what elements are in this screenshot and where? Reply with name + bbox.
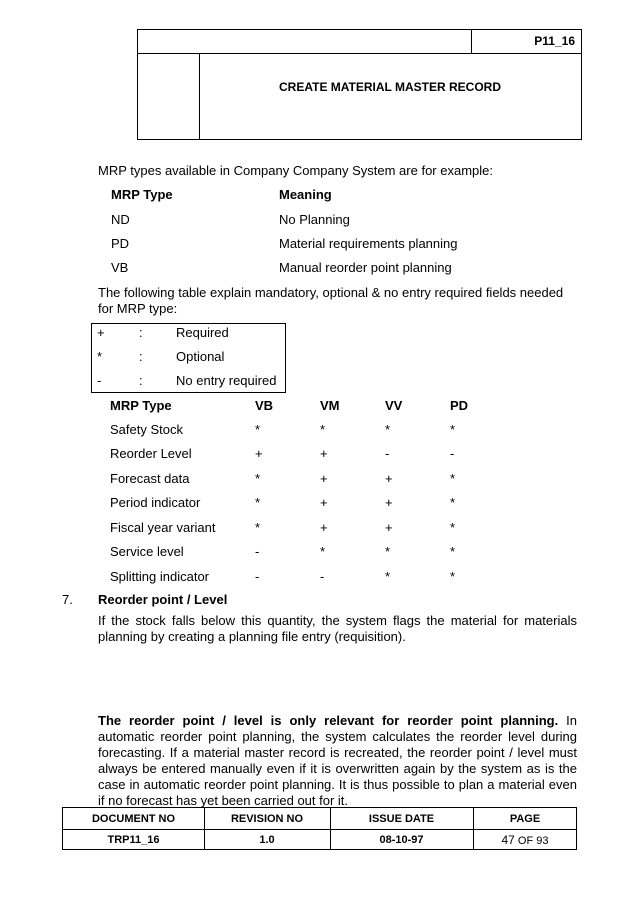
legend-separator: :	[139, 325, 143, 340]
legend-label: No entry required	[176, 373, 277, 388]
field-value-cell: +	[320, 495, 328, 510]
legend-separator: :	[139, 349, 143, 364]
field-table-header-type: MRP Type	[110, 398, 172, 413]
field-value-cell: *	[255, 471, 261, 486]
header-logo-cell	[138, 53, 200, 139]
section-paragraph-2-rest: In automatic reorder point planning, the system calculates the reorder level during forecasting. If a material master record is recreated, the reorder point / level must always be entered manually even if it is overwritten again by the system as is the case in automatic reorder point planning. It is thus possible to plan a material even if no forecast has yet been carried out for it.	[98, 713, 577, 808]
field-name-cell: Service level	[110, 544, 184, 559]
footer-page-of: OF 93	[517, 835, 549, 847]
field-value-cell: +	[255, 446, 263, 461]
mrp-type-cell: ND	[111, 212, 130, 227]
section-paragraph-1: If the stock falls below this quantity, the system flags the material for materials planning by creating a planning file entry (requisition).	[98, 613, 577, 644]
footer-doc-no-label: DOCUMENT NO	[91, 813, 176, 825]
field-table-header-pd: PD	[450, 398, 469, 413]
field-value-cell: +	[385, 520, 393, 535]
field-name-cell: Fiscal year variant	[110, 520, 216, 535]
intro-text: MRP types available in Company Company System are for example:	[98, 163, 493, 178]
field-value-cell: *	[450, 544, 456, 559]
field-value-cell: *	[450, 569, 456, 584]
legend-label: Required	[176, 325, 229, 340]
footer-page-label: PAGE	[509, 813, 541, 825]
field-value-cell: *	[385, 544, 391, 559]
legend-label: Optional	[176, 349, 225, 364]
meaning-cell: Material requirements planning	[279, 236, 458, 251]
legend-symbol: *	[97, 349, 103, 364]
field-name-cell: Safety Stock	[110, 422, 183, 437]
footer-doc-no: TRP11_16	[107, 834, 160, 846]
header-top-row	[138, 30, 581, 54]
field-value-cell: *	[320, 544, 326, 559]
field-value-cell: *	[385, 569, 391, 584]
footer-rev-no: 1.0	[259, 834, 275, 846]
mrp-type-header: MRP Type	[111, 187, 173, 202]
field-value-cell: +	[385, 495, 393, 510]
field-name-cell: Forecast data	[110, 471, 190, 486]
footer-issue-date: 08-10-97	[379, 834, 424, 846]
field-table-header-vm: VM	[320, 398, 340, 413]
field-value-cell: +	[320, 471, 328, 486]
field-value-cell: +	[320, 446, 328, 461]
field-value-cell: +	[320, 520, 328, 535]
section-paragraph-2	[98, 713, 577, 809]
footer-page-number: 47	[501, 833, 515, 847]
field-value-cell: *	[255, 520, 261, 535]
mrp-type-cell: PD	[111, 236, 130, 251]
field-value-cell: -	[255, 569, 260, 584]
field-value-cell: +	[385, 471, 393, 486]
footer-issue-date-label: ISSUE DATE	[368, 813, 435, 825]
fields-intro-text: The following table explain mandatory, optional & no entry required fields needed for MRP type:	[98, 285, 564, 316]
section-title: Reorder point / Level	[98, 592, 228, 607]
field-value-cell: *	[450, 495, 456, 510]
document-footer	[62, 807, 577, 850]
legend-symbol: -	[97, 373, 102, 388]
field-value-cell: *	[255, 495, 261, 510]
legend-symbol: +	[97, 325, 105, 340]
field-value-cell: *	[450, 471, 456, 486]
field-value-cell: -	[320, 569, 325, 584]
legend-separator: :	[139, 373, 143, 388]
meaning-cell: No Planning	[279, 212, 350, 227]
footer-rev-no-label: REVISION NO	[230, 813, 304, 825]
field-name-cell: Reorder Level	[110, 446, 192, 461]
field-table-header-vv: VV	[385, 398, 403, 413]
document-title: CREATE MATERIAL MASTER RECORD	[279, 80, 501, 94]
meaning-cell: Manual reorder point planning	[279, 260, 452, 275]
field-value-cell: *	[450, 520, 456, 535]
document-header	[137, 29, 582, 140]
field-value-cell: *	[255, 422, 261, 437]
field-value-cell: *	[320, 422, 326, 437]
field-value-cell: -	[450, 446, 455, 461]
field-value-cell: *	[450, 422, 456, 437]
field-name-cell: Splitting indicator	[110, 569, 209, 584]
field-value-cell: -	[255, 544, 260, 559]
field-value-cell: -	[385, 446, 390, 461]
field-name-cell: Period indicator	[110, 495, 201, 510]
document-code: P11_16	[471, 30, 581, 53]
section-paragraph-2-bold: The reorder point / level is only relevant for reorder point planning.	[98, 713, 559, 728]
section-number: 7.	[62, 592, 73, 607]
footer-divider	[63, 829, 576, 830]
field-value-cell: *	[385, 422, 391, 437]
mrp-type-cell: VB	[111, 260, 129, 275]
footer-page-value	[473, 833, 577, 847]
field-table-header-vb: VB	[255, 398, 274, 413]
meaning-header: Meaning	[279, 187, 332, 202]
